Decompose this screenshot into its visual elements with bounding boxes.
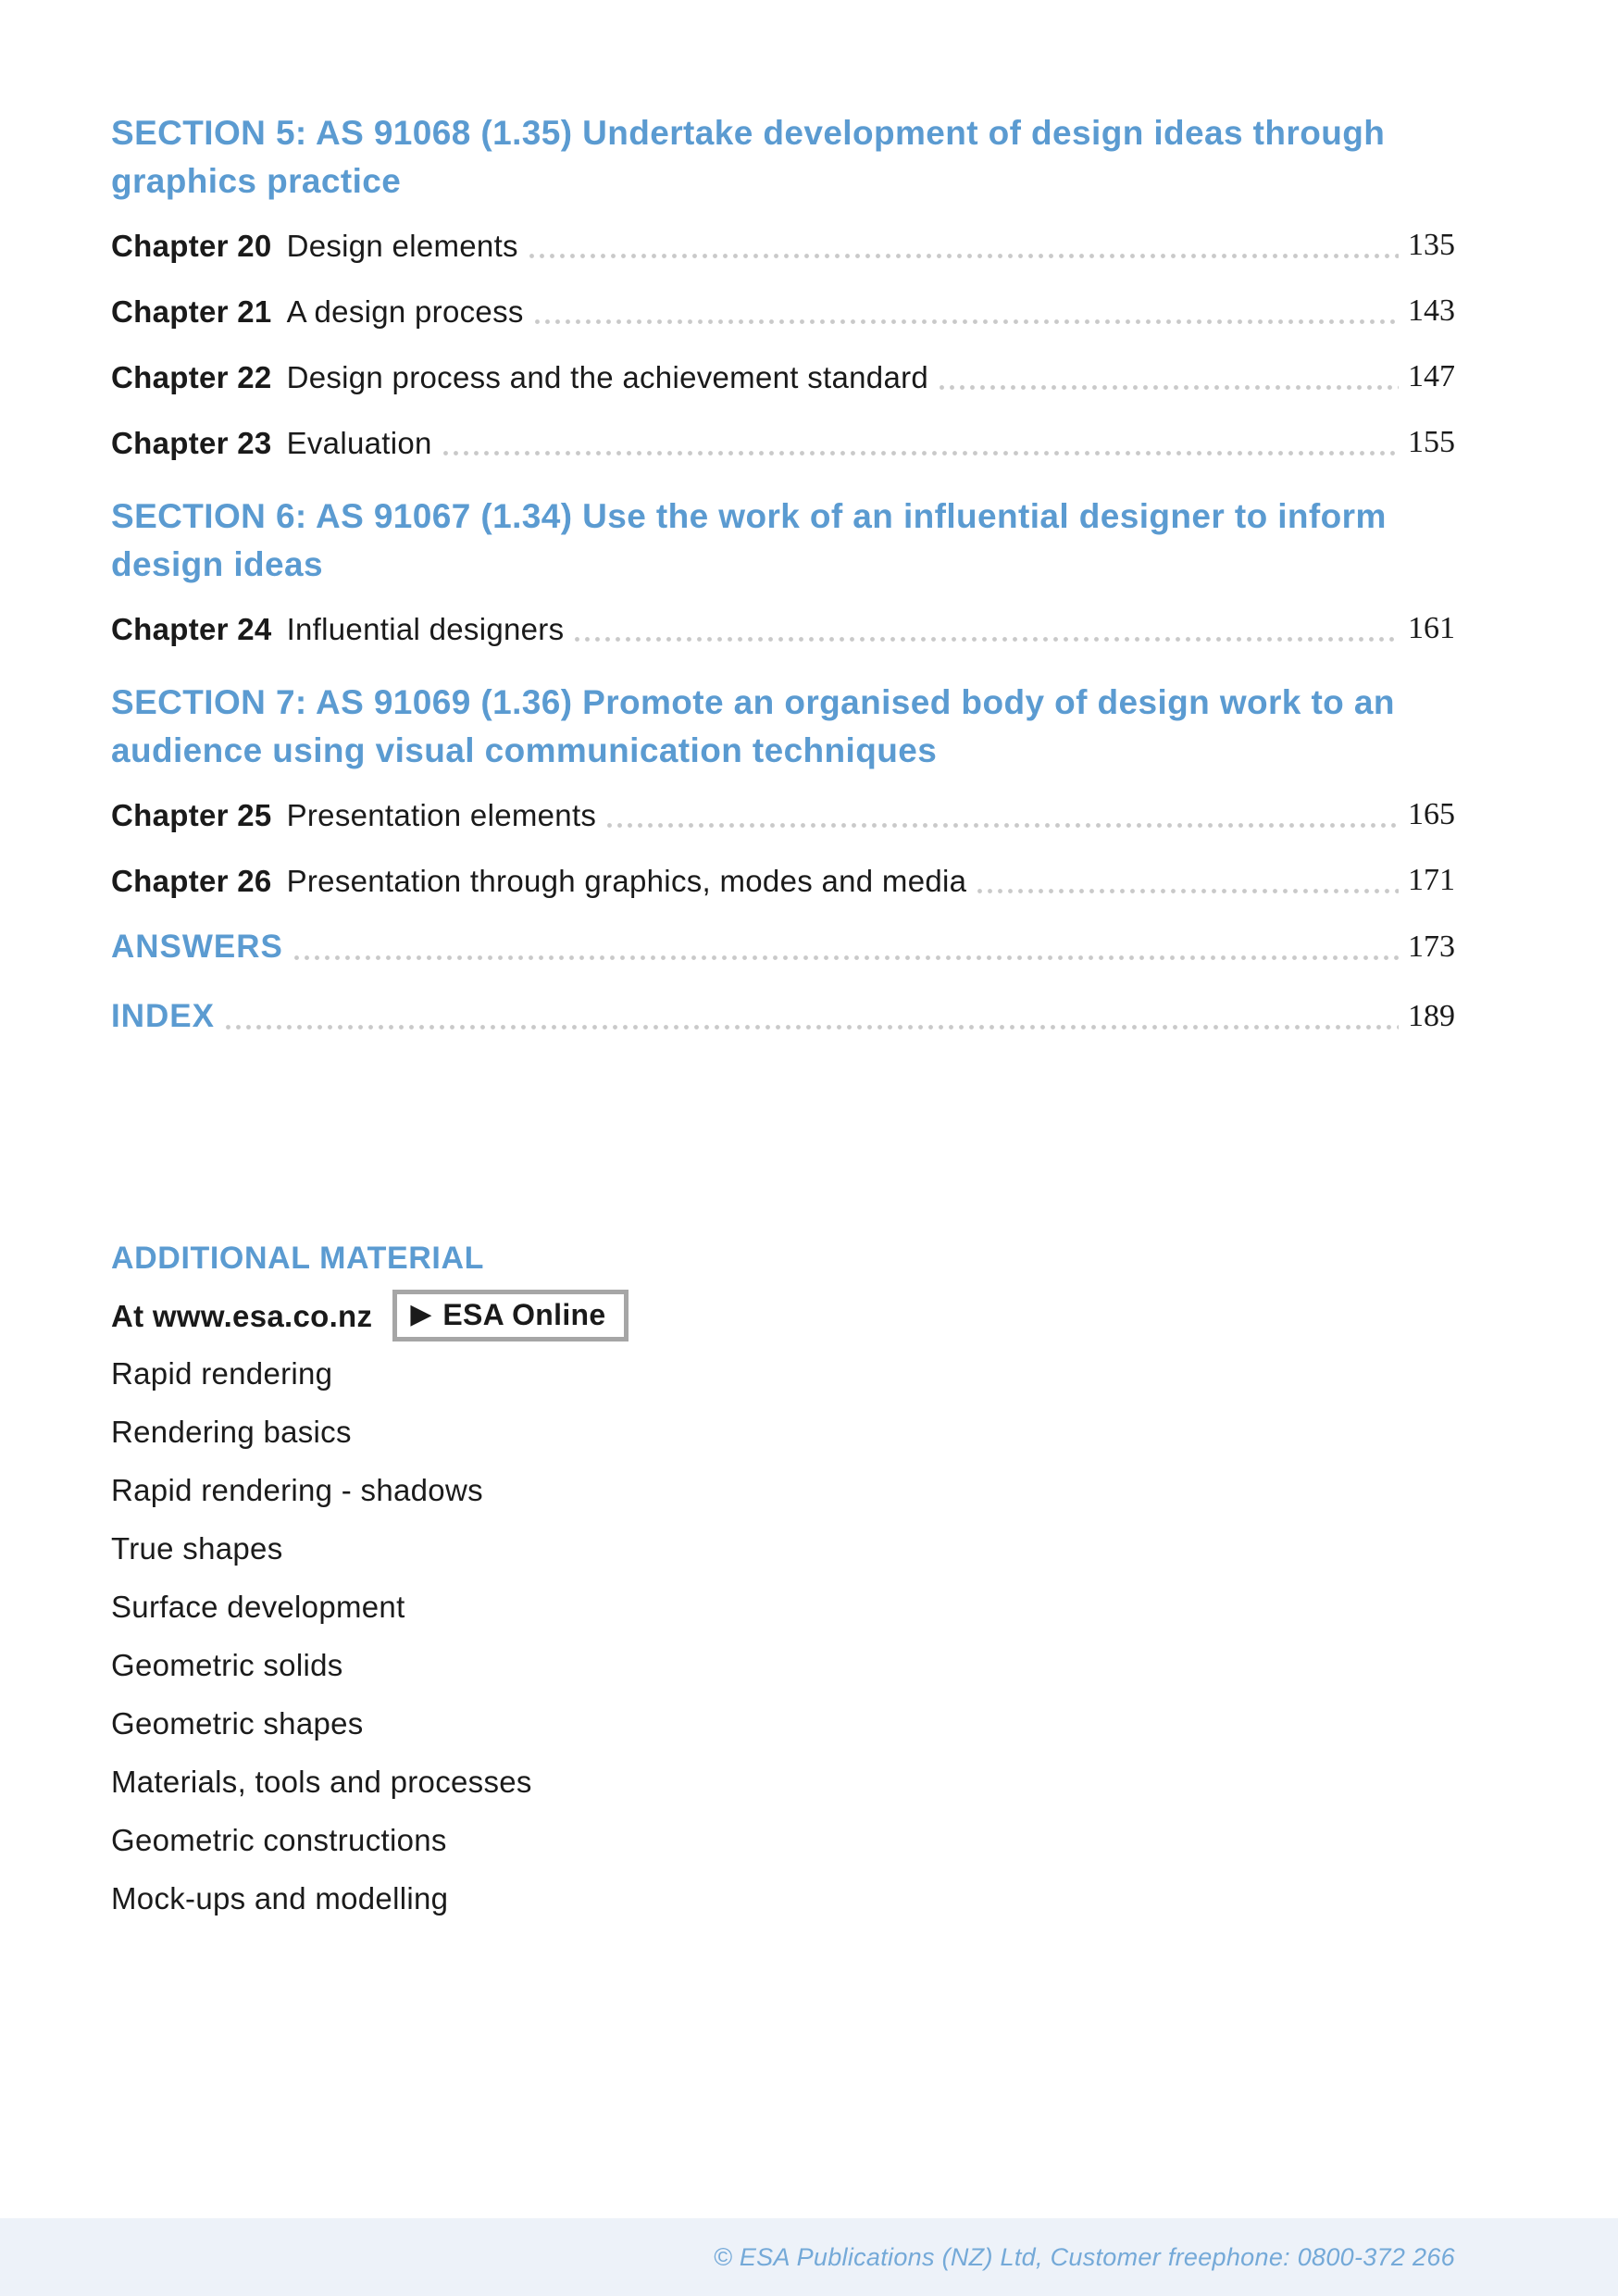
additional-item: Rapid rendering	[111, 1356, 333, 1391]
footer-band	[0, 2218, 1618, 2296]
chapter-title: Evaluation	[286, 426, 432, 460]
esa-online-row	[111, 1290, 1455, 1341]
section-6-heading: SECTION 6: AS 91067 (1.34) Use the work of an influential designer to inform design ideas	[111, 497, 1387, 583]
additional-item: Geometric constructions	[111, 1823, 447, 1857]
additional-item: Rendering basics	[111, 1415, 352, 1449]
chapter-title: A design process	[286, 294, 524, 329]
toc-row-chapter-22	[111, 361, 1455, 393]
toc-section-6	[111, 493, 1455, 644]
additional-item: Rapid rendering - shadows	[111, 1473, 483, 1507]
chapter-label: Chapter 20	[111, 229, 272, 263]
additional-item: Materials, tools and processes	[111, 1765, 532, 1799]
chapter-title: Presentation through graphics, modes and media	[286, 864, 967, 898]
dotted-leader	[940, 385, 1399, 390]
section-5-heading: SECTION 5: AS 91068 (1.35) Undertake development of design ideas through graphics practice	[111, 114, 1386, 200]
toc-section-5	[111, 0, 1455, 458]
page-number: 147	[1408, 359, 1455, 393]
chapter-label: Chapter 21	[111, 294, 272, 329]
additional-item: Geometric solids	[111, 1648, 343, 1682]
page-number: 143	[1408, 293, 1455, 328]
chapter-title: Design process and the achievement standard	[286, 360, 929, 394]
dotted-leader	[575, 637, 1399, 642]
dotted-leader	[607, 823, 1399, 828]
page-number: 173	[1408, 930, 1455, 964]
additional-material-heading: ADDITIONAL MATERIAL	[111, 1241, 484, 1276]
toc-row-chapter-23	[111, 427, 1455, 458]
toc-row-chapter-24	[111, 613, 1455, 644]
dotted-leader	[529, 254, 1399, 258]
page-number: 161	[1408, 611, 1455, 645]
toc-row-chapter-21	[111, 295, 1455, 327]
index-label: INDEX	[111, 998, 215, 1034]
esa-online-badge-label: ESA Online	[442, 1298, 606, 1331]
play-arrow-icon: ▶	[410, 1299, 432, 1329]
page-number: 171	[1408, 863, 1455, 897]
chapter-label: Chapter 22	[111, 360, 272, 394]
page-number: 165	[1408, 797, 1455, 831]
toc-row-answers	[111, 930, 1455, 963]
chapter-label: Chapter 24	[111, 612, 272, 646]
page-number: 155	[1408, 425, 1455, 459]
toc-section-7	[111, 679, 1455, 896]
chapter-title: Influential designers	[286, 612, 565, 646]
chapter-title: Presentation elements	[286, 798, 597, 832]
chapter-label: Chapter 26	[111, 864, 272, 898]
chapter-label: Chapter 23	[111, 426, 272, 460]
dotted-leader	[443, 451, 1399, 455]
dotted-leader	[294, 955, 1399, 960]
esa-online-badge	[392, 1290, 629, 1341]
additional-material-section	[111, 1241, 1455, 1914]
additional-item: Surface development	[111, 1590, 405, 1624]
chapter-title: Design elements	[286, 229, 518, 263]
toc-row-chapter-25	[111, 799, 1455, 830]
additional-item: True shapes	[111, 1531, 283, 1566]
section-7-heading: SECTION 7: AS 91069 (1.36) Promote an organised body of design work to an audience using visual communication techniques	[111, 683, 1395, 769]
page-number: 189	[1408, 999, 1455, 1033]
toc-row-index	[111, 1000, 1455, 1032]
dotted-leader	[535, 319, 1399, 324]
page-number: 135	[1408, 228, 1455, 262]
additional-item: Geometric shapes	[111, 1706, 364, 1741]
dotted-leader	[226, 1025, 1399, 1029]
answers-label: ANSWERS	[111, 929, 283, 965]
additional-item: Mock-ups and modelling	[111, 1881, 449, 1915]
footer-copyright-text: © ESA Publications (NZ) Ltd, Customer freephone: 0800-372 266	[713, 2242, 1455, 2271]
dotted-leader	[977, 889, 1399, 893]
esa-url-text: At www.esa.co.nz	[111, 1298, 373, 1333]
toc-content	[111, 0, 1455, 1941]
toc-row-chapter-20	[111, 230, 1455, 261]
toc-row-chapter-26	[111, 865, 1455, 896]
chapter-label: Chapter 25	[111, 798, 272, 832]
